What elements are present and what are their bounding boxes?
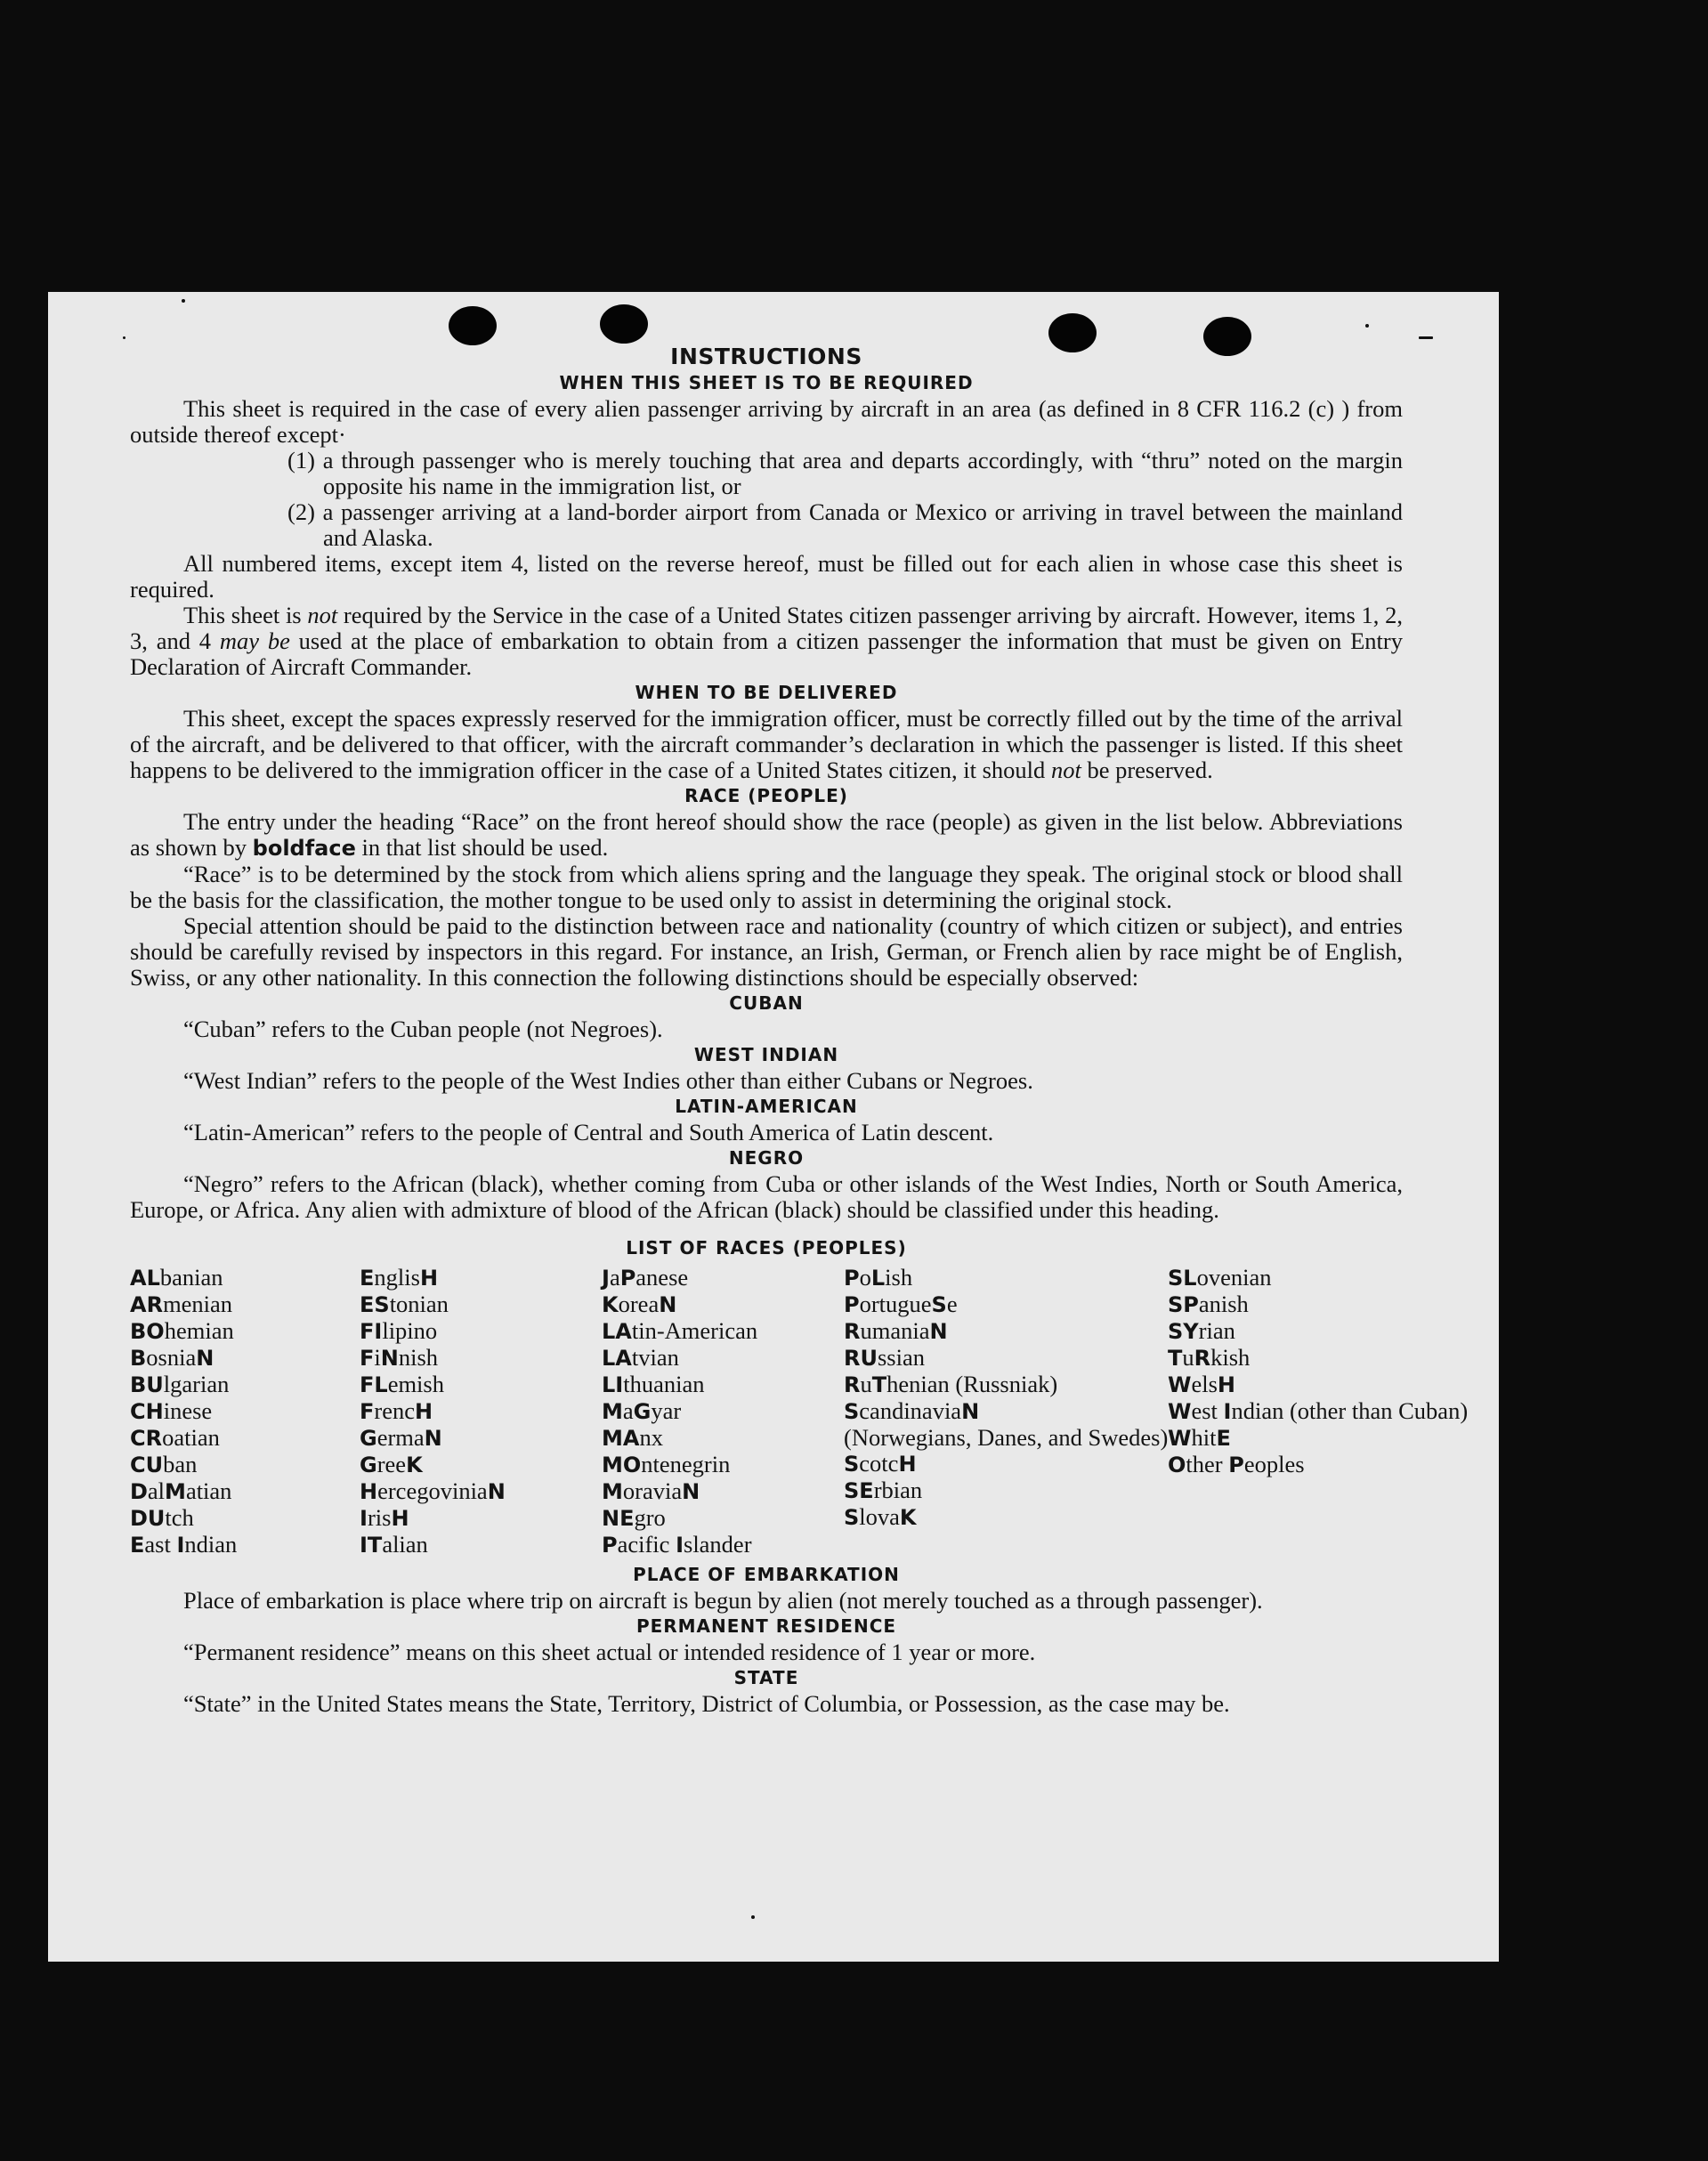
race-entry — [844, 1265, 1168, 1291]
paragraph-citizen-passenger: This sheet is not required by the Service in the case of a United States citizen passenger arriving by aircraft. However, items 1, 2, 3, and 4 may be used at the place of embarkation to obtain from a citizen passenger the information that must be given on Entry Declaration of Aircraft Commander. — [130, 602, 1403, 680]
race-text: els — [1191, 1371, 1218, 1397]
race-abbrev: M — [602, 1399, 623, 1424]
race-text: o — [859, 1264, 871, 1291]
race-abbrev: N — [424, 1426, 442, 1451]
race-text: eoples — [1243, 1451, 1305, 1477]
race-abbrev: LA — [602, 1346, 632, 1371]
race-abbrev: K — [602, 1292, 619, 1317]
race-abbrev: P — [602, 1533, 618, 1558]
race-entry — [130, 1478, 360, 1505]
punch-hole — [600, 304, 648, 344]
paragraph-latin-american: “Latin-American” refers to the people of Central and South America of Latin descent. — [183, 1119, 994, 1145]
race-entry — [602, 1505, 844, 1532]
race-entry — [360, 1452, 602, 1478]
race-text: rian — [1198, 1317, 1235, 1344]
race-abbrev: R — [844, 1319, 861, 1344]
paragraph-negro: “Negro” refers to the African (black), whether coming from Cuba or other islands of the West Indies, North or South America, Europe, or Africa. Any alien with admixture of blood of the African (black) should be classified under this heading. — [130, 1170, 1403, 1223]
race-abbrev: SP — [1168, 1292, 1199, 1317]
punch-hole — [1203, 317, 1251, 356]
race-text: est — [1191, 1397, 1224, 1424]
section-heading-west-indian: WEST INDIAN — [693, 1044, 839, 1065]
race-abbrev: MO — [602, 1453, 642, 1477]
race-abbrev: P — [844, 1266, 860, 1291]
race-entry — [1168, 1397, 1469, 1425]
list-item-land-border: (2) a passenger arriving at a land-border airport from Canada or Mexico or arriving in travel between the mainland and Alaska. — [287, 498, 1403, 551]
race-abbrev: LI — [602, 1372, 624, 1397]
race-entry — [1168, 1265, 1403, 1291]
race-entry — [1168, 1425, 1403, 1452]
race-entry — [360, 1478, 602, 1505]
race-abbrev: SE — [844, 1478, 874, 1503]
race-text: acific — [617, 1531, 676, 1558]
race-text: henian (Russniak) — [886, 1371, 1058, 1397]
race-text: alian — [382, 1531, 428, 1558]
paragraph-delivery: This sheet, except the spaces expressly reserved for the immigration officer, must be correctly filled out by the time of the arrival of the aircraft, and be delivered to that officer, with the aircraft commander’s declaration in which the passenger is listed. If this sheet happens to be delivered to the immigration officer in the case of a United States citizen, it should not be preserved. — [130, 705, 1403, 783]
race-entry — [602, 1318, 844, 1345]
race-text: a — [622, 1397, 634, 1424]
race-abbrev: D — [130, 1479, 148, 1504]
race-text: emish — [387, 1371, 444, 1397]
race-abbrev: SL — [1168, 1266, 1197, 1291]
race-entry — [130, 1291, 360, 1318]
race-text: tch — [165, 1504, 194, 1531]
race-abbrev: G — [360, 1426, 377, 1451]
dust-speck — [1365, 324, 1369, 328]
race-text: ndian (other than Cuban) — [1231, 1397, 1469, 1424]
bold-boldface: boldface — [252, 836, 356, 861]
race-abbrev: W — [1168, 1372, 1192, 1397]
race-text: hemian — [164, 1317, 234, 1344]
race-abbrev: AL — [130, 1266, 160, 1291]
race-entry — [844, 1504, 1168, 1531]
races-column — [1168, 1264, 1469, 1558]
race-text: anish — [1198, 1291, 1249, 1317]
race-text: menian — [163, 1291, 233, 1317]
race-abbrev: N — [929, 1319, 948, 1344]
race-abbrev: W — [1168, 1399, 1192, 1424]
race-abbrev: CR — [130, 1426, 163, 1451]
race-text: ban — [163, 1451, 198, 1477]
race-text: tin-American — [631, 1317, 758, 1344]
races-column — [602, 1265, 844, 1558]
race-abbrev: K — [406, 1453, 423, 1477]
section-heading-state: STATE — [733, 1667, 799, 1688]
race-abbrev: I — [1223, 1399, 1232, 1424]
section-heading-negro: NEGRO — [728, 1147, 805, 1169]
race-abbrev: I — [360, 1506, 368, 1531]
race-text: candinavia — [859, 1397, 962, 1424]
race-text: renc — [374, 1397, 416, 1424]
paragraph-race-entry: The entry under the heading “Race” on the front hereof should show the race (people) as given in the list below. Abbreviations as shown by boldface in that list should be used. — [130, 808, 1403, 861]
race-abbrev: J — [602, 1266, 610, 1291]
race-abbrev: G — [633, 1399, 652, 1424]
race-text: hit — [1191, 1424, 1217, 1451]
race-text: e — [946, 1291, 958, 1317]
race-abbrev: M — [602, 1479, 623, 1504]
race-entry — [360, 1398, 602, 1425]
race-abbrev: E — [130, 1533, 145, 1558]
paragraph-race-stock: “Race” is to be determined by the stock from which aliens spring and the language they speak. The original stock or blood shall be the basis for the classification, the mother tongue to be used only to assist in determining the original stock. — [130, 861, 1403, 913]
race-abbrev: N — [196, 1346, 215, 1371]
section-heading-race: RACE (PEOPLE) — [684, 785, 848, 806]
race-text: osnia — [146, 1344, 197, 1371]
race-abbrev: W — [1168, 1426, 1192, 1451]
section-heading-list-of-races: LIST OF RACES (PEOPLES) — [626, 1237, 907, 1259]
race-entry — [130, 1425, 360, 1452]
race-abbrev: E — [1216, 1426, 1231, 1451]
italic-not: not — [307, 602, 338, 628]
race-entry — [130, 1398, 360, 1425]
section-heading-when-delivered: WHEN TO BE DELIVERED — [635, 682, 898, 703]
race-entry — [602, 1425, 844, 1452]
race-abbrev: S — [844, 1452, 860, 1477]
race-entry — [602, 1398, 844, 1425]
race-text: al — [147, 1477, 166, 1504]
race-abbrev: H — [360, 1479, 378, 1504]
race-text: u — [1182, 1344, 1194, 1371]
race-abbrev: LA — [602, 1319, 632, 1344]
race-abbrev: P — [844, 1292, 860, 1317]
section-heading-latin-american: LATIN-AMERICAN — [675, 1096, 858, 1117]
race-text: orea — [618, 1291, 660, 1317]
race-entry — [130, 1505, 360, 1532]
race-entry — [602, 1452, 844, 1478]
race-entry — [602, 1532, 844, 1558]
paragraph-embarkation: Place of embarkation is place where trip on aircraft is begun by alien (not merely touched as a through passenger). — [183, 1587, 1263, 1614]
race-text: cotc — [859, 1450, 899, 1477]
race-abbrev: FI — [360, 1319, 383, 1344]
race-abbrev: RU — [844, 1346, 878, 1371]
race-text: ris — [367, 1504, 392, 1531]
race-text: tvian — [631, 1344, 679, 1371]
race-entry — [1168, 1452, 1403, 1478]
race-abbrev: L — [870, 1266, 886, 1291]
italic-not: not — [1050, 757, 1081, 783]
race-abbrev: F — [360, 1399, 375, 1424]
race-text: nglis — [374, 1264, 420, 1291]
paragraph-residence: “Permanent residence” means on this sheet actual or intended residence of 1 year or more. — [183, 1639, 1036, 1665]
dust-speck — [182, 299, 185, 303]
race-entry — [130, 1532, 360, 1558]
paragraph-cuban: “Cuban” refers to the Cuban people (not Negroes). — [183, 1016, 663, 1042]
race-entry — [844, 1451, 1168, 1477]
race-abbrev: E — [360, 1266, 375, 1291]
race-abbrev: B — [130, 1346, 147, 1371]
race-entry — [130, 1318, 360, 1345]
paragraph-state: “State” in the United States means the State, Territory, District of Columbia, or Possession, as the case may be. — [183, 1690, 1230, 1717]
race-entry — [844, 1372, 1168, 1398]
race-text: slander — [684, 1531, 752, 1558]
race-text: oravia — [622, 1477, 683, 1504]
race-abbrev: N — [487, 1479, 506, 1504]
race-text: ther — [1186, 1451, 1229, 1477]
race-abbrev: S — [931, 1292, 947, 1317]
race-entry — [360, 1345, 602, 1372]
section-heading-when-required: WHEN THIS SHEET IS TO BE REQUIRED — [559, 372, 974, 393]
section-heading-embarkation: PLACE OF EMBARKATION — [633, 1564, 900, 1585]
race-text: lgarian — [163, 1371, 230, 1397]
race-abbrev: O — [1168, 1453, 1186, 1477]
race-entry — [360, 1318, 602, 1345]
race-text: ree — [376, 1451, 407, 1477]
race-text: nish — [398, 1344, 439, 1371]
italic-may-be: may be — [219, 627, 290, 654]
race-entry — [1168, 1318, 1403, 1345]
race-text: rbian — [873, 1477, 923, 1503]
race-abbrev: N — [961, 1399, 980, 1424]
race-text: umania — [860, 1317, 930, 1344]
race-text: yar — [651, 1397, 682, 1424]
paragraph-intro: This sheet is required in the case of every alien passenger arriving by aircraft in an area (as defined in 8 CFR 116.2 (c) ) from outside thereof except· — [130, 395, 1403, 448]
list-of-races — [130, 1264, 1469, 1558]
race-abbrev: BU — [130, 1372, 164, 1397]
race-entry — [1168, 1291, 1403, 1318]
list-item-through-passenger: (1) a through passenger who is merely touching that area and departs accordingly, with “thru” noted on the margin opposite his name in the immigration list, or — [287, 447, 1403, 499]
race-abbrev: H — [419, 1266, 439, 1291]
race-abbrev: IT — [360, 1533, 383, 1558]
race-entry — [1168, 1345, 1403, 1372]
race-text: banian — [159, 1264, 223, 1291]
race-abbrev: T — [1168, 1346, 1183, 1371]
race-abbrev: FL — [360, 1372, 388, 1397]
race-text: ndian — [184, 1531, 238, 1558]
race-text: nx — [639, 1424, 663, 1451]
race-abbrev: MA — [602, 1426, 640, 1451]
race-entry — [360, 1372, 602, 1398]
race-abbrev: AR — [130, 1292, 164, 1317]
race-text: kish — [1210, 1344, 1251, 1371]
race-entry — [602, 1372, 844, 1398]
race-abbrev: H — [415, 1399, 433, 1424]
race-abbrev: P — [1228, 1453, 1244, 1477]
race-text: ssian — [877, 1344, 925, 1371]
race-entry — [130, 1345, 360, 1372]
section-heading-residence: PERMANENT RESIDENCE — [635, 1615, 897, 1637]
race-abbrev: R — [844, 1372, 861, 1397]
race-entry — [360, 1265, 602, 1291]
race-text: tonian — [389, 1291, 449, 1317]
race-text: u — [860, 1371, 872, 1397]
race-entry — [602, 1345, 844, 1372]
race-abbrev: M — [165, 1479, 186, 1504]
race-entry — [844, 1345, 1168, 1372]
races-column — [130, 1265, 360, 1558]
race-abbrev: CU — [130, 1453, 164, 1477]
race-entry — [360, 1425, 602, 1452]
race-abbrev: G — [360, 1453, 377, 1477]
race-text: gro — [634, 1504, 666, 1531]
race-entry — [130, 1372, 360, 1398]
race-abbrev: DU — [130, 1506, 166, 1531]
section-heading-cuban: CUBAN — [729, 992, 804, 1014]
race-entry — [844, 1318, 1168, 1345]
race-abbrev: N — [659, 1292, 677, 1317]
race-entry — [602, 1265, 844, 1291]
paragraph-west-indian: “West Indian” refers to the people of the West Indies other than either Cubans or Negroes. — [183, 1067, 1033, 1094]
race-abbrev: H — [391, 1506, 409, 1531]
race-abbrev: P — [619, 1266, 636, 1291]
race-text: i — [374, 1344, 381, 1371]
race-text: thuanian — [623, 1371, 705, 1397]
race-text: oatian — [162, 1424, 220, 1451]
dust-speck — [123, 336, 125, 339]
race-text: (Norwegians, Danes, and Swedes) — [844, 1424, 1169, 1451]
race-entry — [360, 1291, 602, 1318]
race-abbrev: H — [898, 1452, 917, 1477]
race-abbrev: CH — [130, 1399, 164, 1424]
race-abbrev: I — [676, 1533, 684, 1558]
race-abbrev: NE — [602, 1506, 635, 1531]
punch-hole — [1048, 313, 1097, 352]
paragraph-numbered-items: All numbered items, except item 4, listed on the reverse hereof, must be filled out for each alien in whose case this sheet is required. — [130, 550, 1403, 603]
race-text: ntenegrin — [641, 1451, 731, 1477]
race-text: ovenian — [1196, 1264, 1272, 1291]
race-text: anese — [635, 1264, 689, 1291]
page-title: INSTRUCTIONS — [670, 344, 862, 369]
race-entry — [360, 1532, 602, 1558]
race-entry — [130, 1265, 360, 1291]
race-entry — [130, 1452, 360, 1478]
race-abbrev: S — [844, 1505, 860, 1530]
race-abbrev: ES — [360, 1292, 390, 1317]
race-abbrev: F — [360, 1346, 375, 1371]
race-entry — [1168, 1372, 1403, 1398]
race-text: lipino — [382, 1317, 438, 1344]
punch-hole — [449, 306, 497, 345]
race-entry — [844, 1398, 1168, 1451]
instructions-text — [130, 344, 1469, 1717]
race-entry — [602, 1291, 844, 1318]
document-page — [48, 292, 1499, 1962]
race-text: ast — [144, 1531, 177, 1558]
race-abbrev: S — [844, 1399, 860, 1424]
races-column — [360, 1265, 602, 1558]
race-entry — [844, 1291, 1168, 1318]
race-entry — [360, 1505, 602, 1532]
races-column — [844, 1265, 1168, 1558]
race-abbrev: N — [380, 1346, 399, 1371]
race-entry — [844, 1477, 1168, 1504]
paragraph-race-nationality: Special attention should be paid to the distinction between race and nationality (country of which citizen or subject), and entries should be carefully revised by inspectors in this regard. For instance, an Irish, German, or French alien by race might be of English, Swiss, or any other nationality. In this connection the following distinctions should be especially observed: — [130, 912, 1403, 991]
race-text: atian — [185, 1477, 232, 1504]
race-abbrev: K — [899, 1505, 917, 1530]
dust-speck — [751, 1915, 755, 1919]
race-abbrev: T — [871, 1372, 887, 1397]
race-text: erma — [376, 1424, 425, 1451]
race-text: lova — [859, 1503, 900, 1530]
race-abbrev: H — [1217, 1372, 1236, 1397]
race-text: ortugue — [859, 1291, 932, 1317]
race-entry — [602, 1478, 844, 1505]
race-abbrev: I — [176, 1533, 185, 1558]
race-abbrev: SY — [1168, 1319, 1199, 1344]
race-text: inese — [163, 1397, 213, 1424]
race-abbrev: R — [1194, 1346, 1211, 1371]
race-text: ish — [885, 1264, 913, 1291]
race-abbrev: BO — [130, 1319, 165, 1344]
dust-speck — [1419, 336, 1433, 339]
race-abbrev: N — [682, 1479, 700, 1504]
race-text: a — [609, 1264, 620, 1291]
race-text: ercegovinia — [377, 1477, 488, 1504]
